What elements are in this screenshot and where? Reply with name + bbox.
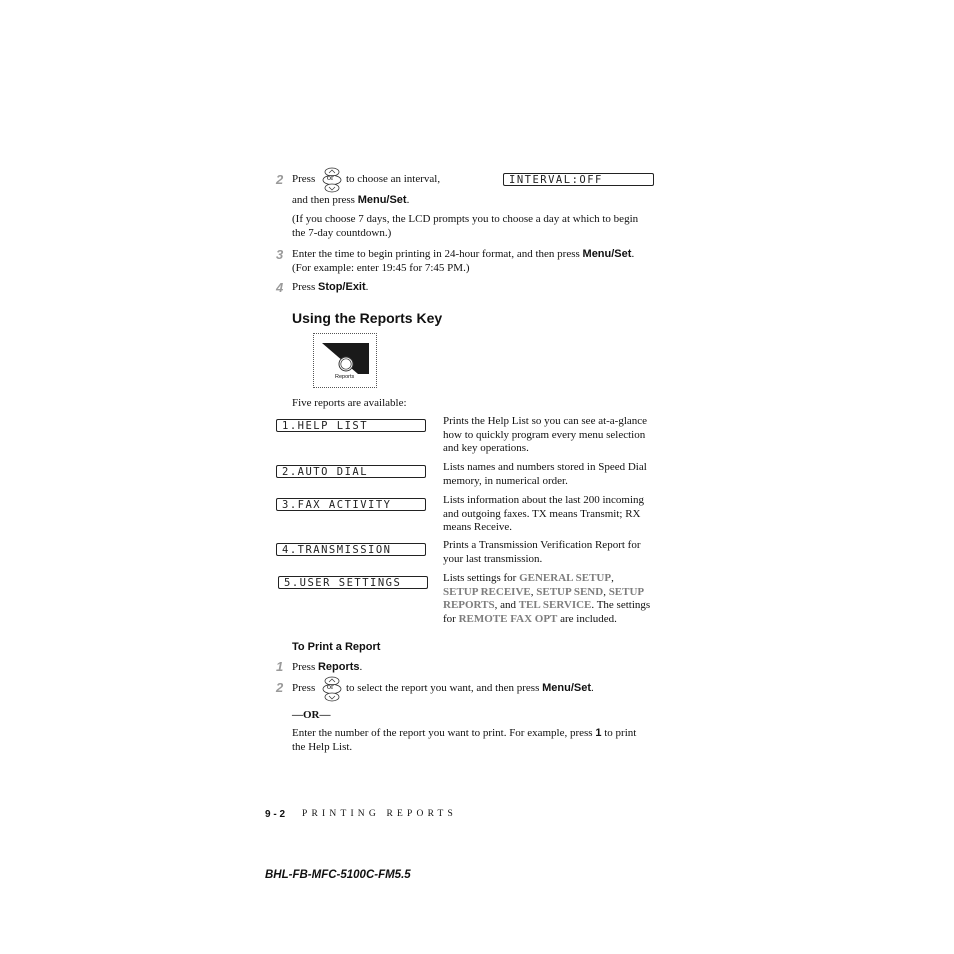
step-number: 3: [276, 247, 284, 262]
report-description: Prints the Help List so you can see at-a-glance how to quickly program every menu selection and key operations.: [443, 415, 648, 454]
or-label: or: [327, 682, 334, 691]
note-paragraph: (If you choose 7 days, the LCD prompts you to choose a day at which to begin the 7-day countdown.): [292, 213, 639, 239]
lcd-report-auto-dial: 2.AUTO DIAL: [276, 465, 426, 478]
step-number: 2: [276, 172, 284, 187]
document-id: BHL-FB-MFC-5100C-FM5.5: [265, 869, 411, 881]
step-text: to select the report you want, and then press Menu/Set.: [346, 682, 594, 694]
lcd-report-user-settings: 5.USER SETTINGS: [278, 576, 428, 589]
page-number: 9 - 2: [265, 809, 286, 820]
or-label: or: [327, 173, 334, 182]
section-heading: Using the Reports Key: [292, 310, 443, 326]
reports-key-illustration: [313, 333, 377, 388]
report-description: Lists settings for GENERAL SETUP, SETUP RECEIVE, SETUP SEND, SETUP REPORTS, and TEL SERVICE. The settings for REMOTE FAX OPT are included.: [443, 572, 651, 625]
step-text: Press: [292, 173, 316, 185]
step-number: 4: [276, 280, 284, 295]
lcd-display: INTERVAL:OFF: [503, 173, 654, 186]
up-down-nav-icon: [321, 167, 343, 193]
step-text: Enter the time to begin printing in 24-hour format, and then press Menu/Set. (For example: enter 19:45 for 7:45 PM.): [292, 248, 635, 274]
step-text-line2: and then press Menu/Set.: [292, 194, 410, 206]
report-description: Lists names and numbers stored in Speed Dial memory, in numerical order.: [443, 461, 647, 487]
or-separator: —OR—: [292, 709, 331, 721]
step-number: 1: [276, 659, 284, 674]
step-text: Press: [292, 682, 316, 694]
lcd-report-fax-activity: 3.FAX ACTIVITY: [276, 498, 426, 511]
intro-text: Five reports are available:: [292, 397, 407, 409]
step-text: Press Reports.: [292, 661, 363, 673]
chapter-title: PRINTING REPORTS: [302, 809, 458, 819]
step-text: Press Stop/Exit.: [292, 281, 369, 293]
enter-paragraph: Enter the number of the report you want to print. For example, press 1 to print the Help List.: [292, 727, 637, 753]
lcd-report-help-list: 1.HELP LIST: [276, 419, 426, 432]
step-text: to choose an interval,: [346, 173, 441, 185]
reports-key-label: Reports: [335, 374, 355, 380]
lcd-report-transmission: 4.TRANSMISSION: [276, 543, 426, 556]
subsection-heading: To Print a Report: [292, 641, 381, 653]
step-number: 2: [276, 680, 284, 695]
report-description: Lists information about the last 200 incoming and outgoing faxes. TX means Transmit; RX means Receive.: [443, 494, 645, 533]
report-description: Prints a Transmission Verification Report for your last transmission.: [443, 539, 641, 565]
up-down-nav-icon: [321, 676, 343, 702]
